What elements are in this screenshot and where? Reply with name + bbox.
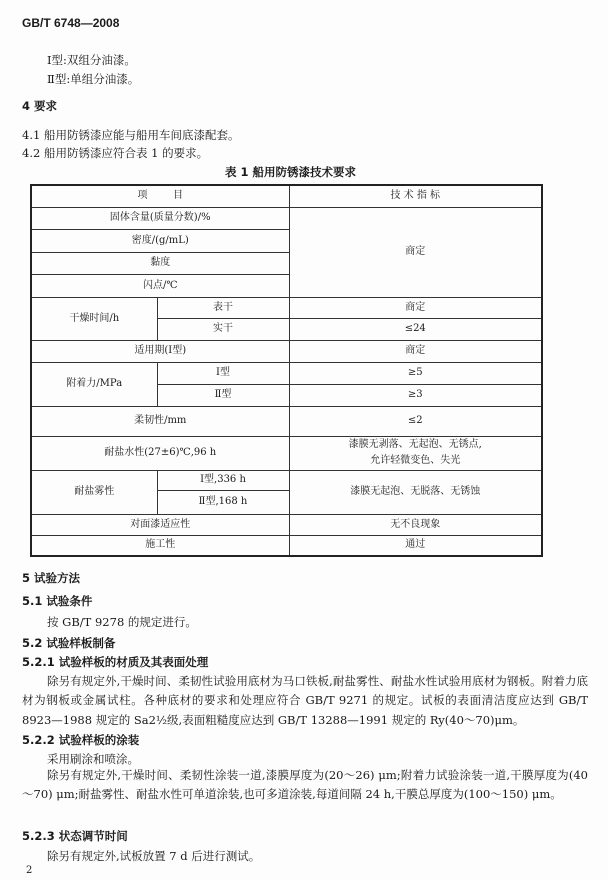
section-5-title: 5 试验方法 [22,571,81,585]
row-topcoat-compat: 对面漆适应性 [31,514,289,535]
type-1: Ⅰ型:双组分油漆。 [47,53,136,67]
row-workability: 施工性 [31,535,289,556]
section-4-title: 4 要求 [22,99,58,113]
type-2: Ⅱ型:单组分油漆。 [47,72,140,86]
requirements-table [30,184,543,557]
row-adhesion-type2: Ⅱ型 [157,384,289,406]
clause-4-1: 4.1 船用防锈漆应能与船用车间底漆配套。 [22,128,240,142]
spec-salt-fog: 漆膜无起泡、无脱落、无锈蚀 [289,470,542,514]
clause-5-2-1: 5.2.1 试验样板的材质及其表面处理 [22,655,209,669]
clause-5-1: 5.1 试验条件 [22,594,93,608]
row-viscosity: 黏度 [31,252,289,274]
row-solid-content: 固体含量(质量分数)/% [31,207,289,229]
row-adhesion: 附着力/MPa [31,362,157,406]
row-density: 密度/(g/mL) [31,229,289,252]
clause-5-2-1-text: 除另有规定外,干燥时间、柔韧性试验用底材为马口铁板,耐盐雾性、耐盐水性试验用底材为钢板。附着力底材为钢板或金属试柱。各种底材的要求和处理应符合 GB/T 9271 的规定。试板的表面清洁度应达到 GB/T 8923—1988 规定的 Sa2½级,表面粗糙度应达到 GB/T 13288—1991 规定的 Ry(40～70)μm。 [22,674,588,727]
col-header-item: 项 目 [31,185,289,207]
clause-5-2-3: 5.2.3 状态调节时间 [22,829,128,843]
clause-5-2-2-text2: 除另有规定外,干燥时间、柔韧性涂装一道,漆膜厚度为(20～26) μm;附着力试验涂装一道,干膜厚度为(40～70) μm;耐盐雾性、耐盐水性可单道涂装,也可多道涂装,每道间隔 24 h,干膜总厚度为(100～150) μm。 [22,768,588,802]
row-surface-dry: 表干 [157,297,289,318]
spec-hard-dry: ≤24 [289,318,542,340]
clause-5-2: 5.2 试验样板制备 [22,636,116,650]
row-salt-water: 耐盐水性(27±6)℃,96 h [31,436,289,470]
page-number: 2 [26,865,33,876]
clause-5-2-2: 5.2.2 试验样板的涂装 [22,733,140,747]
spec-agreed: 商定 [289,207,542,297]
spec-adhesion-type1: ≥5 [289,362,542,384]
row-flash-point: 闪点/℃ [31,274,289,297]
clause-5-2-3-text: 除另有规定外,试板放置 7 d 后进行测试。 [47,849,261,863]
spec-pot-life: 商定 [289,340,542,362]
row-adhesion-type1: Ⅰ型 [157,362,289,384]
spec-salt-water-line1: 漆膜无剥落、无起泡、无锈点, [348,439,482,450]
clause-4-2: 4.2 船用防锈漆应符合表 1 的要求。 [22,146,209,160]
spec-surface-dry: 商定 [289,297,542,318]
row-salt-fog: 耐盐雾性 [31,470,157,514]
clause-5-1-text: 按 GB/T 9278 的规定进行。 [47,615,197,629]
clause-5-2-2-text1: 采用刷涂和喷涂。 [47,752,139,766]
row-drying-time: 干燥时间/h [31,297,157,340]
row-hard-dry: 实干 [157,318,289,340]
table-caption: 表 1 船用防锈漆技术要求 [225,165,357,179]
spec-flexibility: ≤2 [289,406,542,436]
row-salt-fog-type2: Ⅱ型,168 h [157,490,289,514]
col-header-spec: 技 术 指 标 [289,185,542,207]
spec-salt-water-line2: 允许轻微变色、失光 [370,455,461,466]
spec-topcoat-compat: 无不良现象 [289,514,542,535]
row-pot-life: 适用期(Ⅰ型) [31,340,289,362]
row-flexibility: 柔韧性/mm [31,406,289,436]
spec-salt-water [289,436,542,470]
spec-workability: 通过 [289,535,542,556]
standard-header: GB/T 6748—2008 [22,16,120,30]
row-salt-fog-type1: Ⅰ型,336 h [157,470,289,490]
spec-adhesion-type2: ≥3 [289,384,542,406]
